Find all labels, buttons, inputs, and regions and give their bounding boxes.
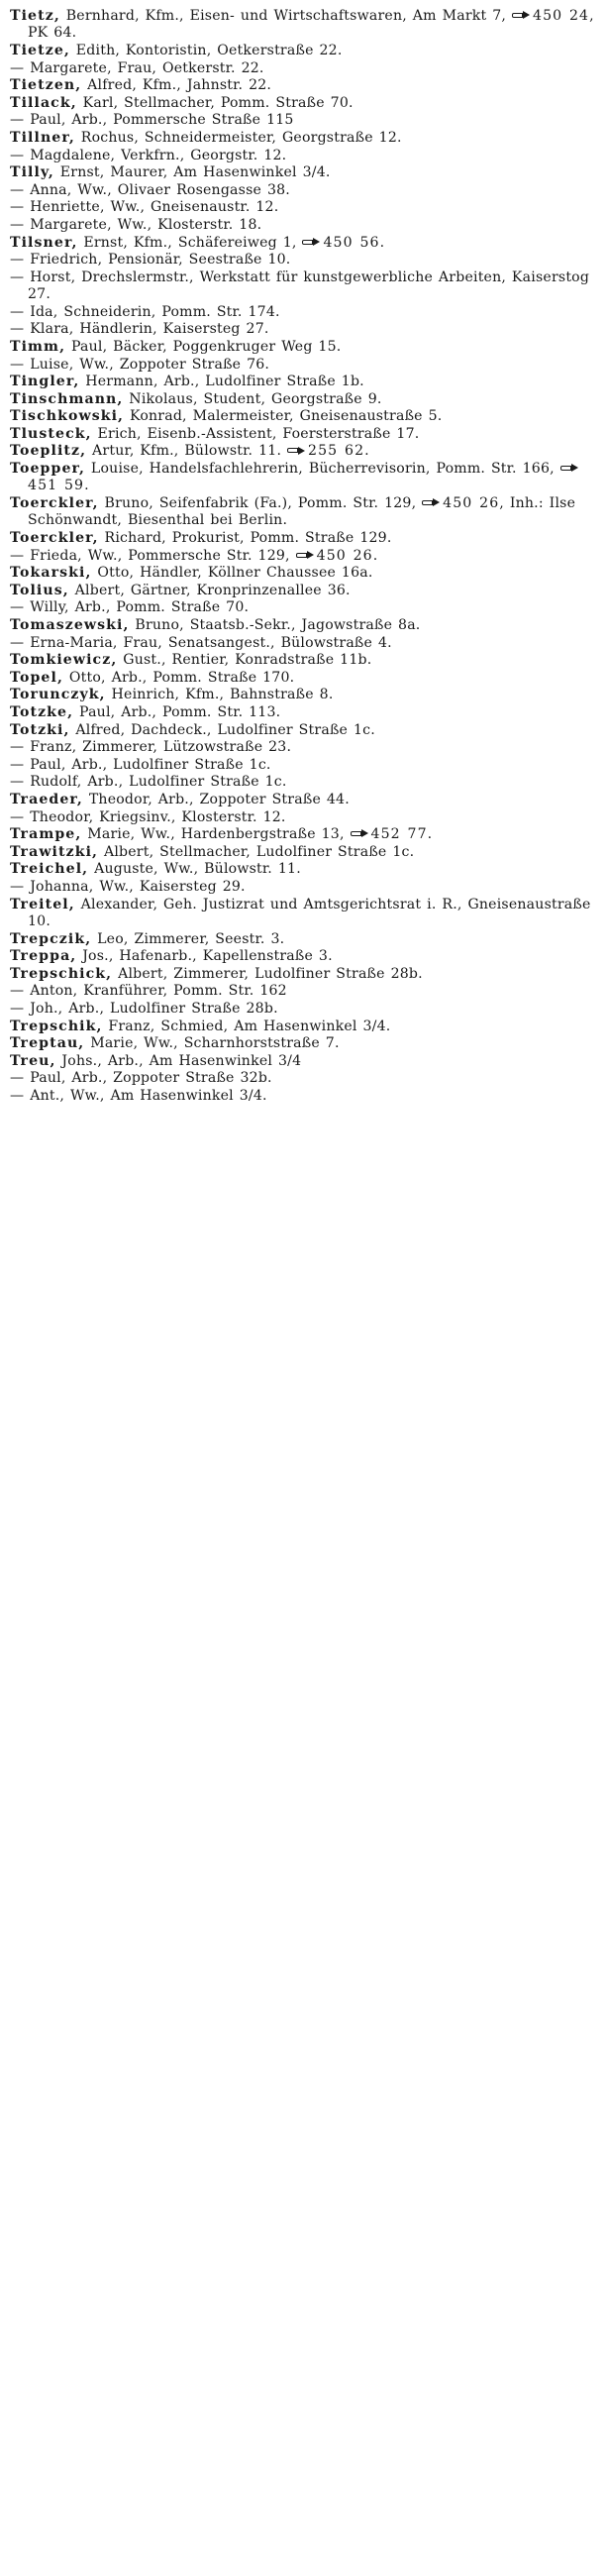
directory-entry: [10, 983, 597, 1000]
directory-entry: [10, 304, 597, 321]
entry-surname: Treichel,: [10, 861, 89, 878]
directory-entry: [10, 809, 597, 826]
entry-details: Artur, Kfm., Bülowstr. 11.: [92, 443, 282, 460]
entry-details: Paul, Arb., Pomm. Str. 113.: [79, 704, 281, 720]
entry-phone-number: 255 62: [308, 443, 365, 460]
entry-surname: Toerckler,: [10, 530, 99, 547]
entry-details: Otto, Händler, Köllner Chaussee 16a.: [97, 565, 373, 582]
entry-details: Leo, Zimmerer, Seestr. 3.: [97, 930, 285, 947]
entry-details: Albert, Gärtner, Kronprinzenallee 36.: [74, 582, 351, 598]
entry-surname: Tomkiewicz,: [10, 652, 118, 669]
directory-entry: [10, 252, 597, 268]
entry-details: Willy, Arb., Pomm. Straße 70.: [30, 599, 250, 616]
entry-details: Paul, Arb., Ludolfiner Straße 1c.: [30, 756, 271, 773]
telephone-icon: [287, 446, 306, 455]
directory-entry: [10, 77, 597, 94]
directory-entry: [10, 530, 597, 547]
entry-ditto-dash: —: [10, 1087, 25, 1104]
entry-phone-number: 450 26: [316, 547, 373, 564]
directory-entry: [10, 95, 597, 112]
entry-details: Jos., Hafenarb., Kapellenstraße 3.: [82, 948, 333, 965]
entry-details: Margarete, Ww., Klosterstr. 18.: [30, 216, 262, 233]
entry-details: Bruno, Staatsb.-Sekr., Jagowstraße 8a.: [135, 617, 421, 634]
entry-surname: Tietz,: [10, 8, 60, 24]
telephone-icon: [296, 551, 315, 560]
directory-entry: [10, 461, 597, 495]
entry-details: Alfred, Kfm., Jahnstr. 22.: [87, 77, 272, 94]
directory-entry: [10, 391, 597, 408]
entry-details-tail: .: [372, 547, 378, 564]
directory-entry: [10, 8, 597, 43]
entry-details: Johs., Arb., Am Hasenwinkel 3/4: [61, 1052, 302, 1069]
directory-entry: [10, 1070, 597, 1087]
entry-details: Frieda, Ww., Pommersche Str. 129,: [30, 547, 290, 564]
entry-ditto-dash: —: [10, 983, 25, 1000]
entry-details: Edith, Kontoristin, Oetkerstraße 22.: [75, 43, 343, 58]
entry-surname: Totzke,: [10, 704, 74, 720]
entry-surname: Trepschik,: [10, 1018, 103, 1034]
entry-surname: Tietze,: [10, 43, 70, 58]
entry-surname: Toerckler,: [10, 495, 99, 512]
directory-entry: [10, 774, 597, 791]
entry-surname: Trepczik,: [10, 930, 92, 947]
entry-ditto-dash: —: [10, 268, 25, 285]
entry-surname: Topel,: [10, 669, 63, 686]
entry-ditto-dash: —: [10, 1000, 25, 1017]
entry-details-tail: .: [364, 443, 369, 460]
telephone-icon: [512, 11, 531, 20]
entry-details: Anna, Ww., Olivaer Rosengasse 38.: [30, 181, 290, 198]
entry-details: Konrad, Malermeister, Gneisenaustraße 5.: [129, 408, 443, 425]
directory-entry: [10, 426, 597, 443]
directory-entry: [10, 217, 597, 234]
entry-details: Franz, Zimmerer, Lützowstraße 23.: [30, 739, 292, 756]
entry-ditto-dash: —: [10, 808, 25, 825]
directory-entry: [10, 164, 597, 181]
directory-entry: [10, 548, 597, 565]
directory-entry: [10, 357, 597, 374]
directory-entry: [10, 897, 597, 931]
entry-details: Bruno, Seifenfabrik (Fa.), Pomm. Str. 129,: [104, 495, 417, 512]
entry-phone-number: 452 77: [370, 826, 428, 843]
directory-entry: [10, 931, 597, 948]
entry-surname: Tietzen,: [10, 77, 82, 94]
entry-surname: Traeder,: [10, 791, 83, 807]
entry-surname: Tlusteck,: [10, 425, 92, 442]
entry-surname: Toepper,: [10, 461, 86, 478]
directory-entry: [10, 635, 597, 652]
entry-details: Erich, Eisenb.-Assistent, Foersterstraße 17.: [97, 425, 420, 442]
entry-surname: Trawitzki,: [10, 843, 99, 860]
entry-ditto-dash: —: [10, 356, 25, 373]
directory-entry: [10, 599, 597, 616]
entry-ditto-dash: —: [10, 252, 25, 268]
entry-details: Gust., Rentier, Konradstraße 11b.: [123, 652, 372, 669]
directory-entry: [10, 565, 597, 582]
entry-details: Louise, Handelsfachlehrerin, Bücherrevisorin, Pomm. Str. 166,: [90, 461, 555, 478]
entry-details: Karl, Stellmacher, Pomm. Straße 70.: [82, 94, 354, 111]
entry-ditto-dash: —: [10, 599, 25, 616]
entry-details: Joh., Arb., Ludolfiner Straße 28b.: [30, 1000, 278, 1017]
entry-details: Paul, Arb., Zoppoter Straße 32b.: [30, 1070, 272, 1087]
directory-entry: [10, 792, 597, 808]
directory-entry: [10, 148, 597, 164]
entry-details: Richard, Prokurist, Pomm. Straße 129.: [104, 530, 392, 547]
directory-entry: [10, 670, 597, 687]
directory-entry: [10, 495, 597, 530]
directory-entry: [10, 321, 597, 338]
entry-ditto-dash: —: [10, 199, 25, 216]
entry-ditto-dash: —: [10, 739, 25, 756]
directory-entry: [10, 1019, 597, 1035]
entry-details: Marie, Ww., Scharnhorststraße 7.: [90, 1035, 340, 1052]
telephone-icon: [422, 498, 441, 507]
directory-entry: [10, 60, 597, 77]
entry-phone-number: 451 59: [28, 478, 85, 494]
entry-details: Friedrich, Pensionär, Seestraße 10.: [30, 252, 291, 268]
directory-entry: [10, 826, 597, 843]
entry-surname: Tilsner,: [10, 234, 78, 251]
directory-entry: [10, 374, 597, 390]
entry-ditto-dash: —: [10, 181, 25, 198]
directory-entry: [10, 339, 597, 356]
entry-phone-number: 450 26: [443, 495, 500, 512]
entry-surname: Tinschmann,: [10, 390, 124, 407]
entry-details: Alfred, Dachdeck., Ludolfiner Straße 1c.: [75, 721, 375, 738]
directory-entry: [10, 112, 597, 129]
directory-entry: [10, 879, 597, 896]
entry-details: Anton, Kranführer, Pomm. Str. 162: [30, 983, 287, 1000]
entry-ditto-dash: —: [10, 216, 25, 233]
entry-details: Erna-Maria, Frau, Senatsangest., Bülowstraße 4.: [30, 634, 392, 651]
directory-entry: [10, 443, 597, 460]
entry-details: Klara, Händlerin, Kaisersteg 27.: [30, 321, 269, 338]
entry-details: Luise, Ww., Zoppoter Straße 76.: [30, 356, 270, 373]
entry-surname: Treptau,: [10, 1035, 85, 1052]
entry-details: Horst, Drechslermstr., Werkstatt für kunstgewerbliche Arbeiten, Kaiserstog 27.: [28, 268, 590, 303]
directory-entry: [10, 966, 597, 983]
entry-surname: Tilly,: [10, 164, 54, 181]
entry-surname: Treitel,: [10, 896, 75, 912]
entry-ditto-dash: —: [10, 878, 25, 895]
entry-details: Heinrich, Kfm., Bahnstraße 8.: [111, 687, 334, 703]
entry-details: Auguste, Ww., Bülowstr. 11.: [94, 861, 301, 878]
entry-surname: Tillack,: [10, 94, 77, 111]
entry-details-tail: , Inh.: Ilse Schönwandt, Biesenthal bei Berlin.: [28, 495, 576, 529]
entry-details: Albert, Stellmacher, Ludolfiner Straße 1c.: [103, 843, 415, 860]
entry-details-tail: , PK 64.: [28, 8, 594, 42]
entry-phone-number: 450 56: [323, 234, 380, 251]
entry-surname: Treppa,: [10, 948, 77, 965]
entry-details: Rochus, Schneidermeister, Georgstraße 12.: [80, 129, 402, 146]
entry-ditto-dash: —: [10, 756, 25, 773]
entry-details: Margarete, Frau, Oetkerstr. 22.: [30, 59, 264, 76]
directory-entry: [10, 757, 597, 774]
entry-ditto-dash: —: [10, 321, 25, 338]
entry-surname: Tingler,: [10, 374, 80, 390]
entry-details: Albert, Zimmerer, Ludolfiner Straße 28b.: [118, 965, 423, 982]
entry-details: Nikolaus, Student, Georgstraße 9.: [129, 390, 382, 407]
directory-entry: [10, 704, 597, 721]
entry-details: Alexander, Geh. Justizrat und Amtsgerichtsrat i. R., Gneisenaustraße 10.: [28, 896, 591, 929]
entry-ditto-dash: —: [10, 147, 25, 163]
directory-entry: [10, 844, 597, 861]
entry-details: Hermann, Arb., Ludolfiner Straße 1b.: [85, 374, 364, 390]
entry-ditto-dash: —: [10, 59, 25, 76]
entry-phone-number: 450 24: [533, 8, 590, 24]
entry-details: Ant., Ww., Am Hasenwinkel 3/4.: [30, 1087, 267, 1104]
entry-surname: Treu,: [10, 1052, 56, 1069]
directory-entry: [10, 1001, 597, 1018]
directory-entry: [10, 199, 597, 216]
entry-surname: Tillner,: [10, 129, 75, 146]
directory-entry: [10, 583, 597, 599]
entry-details: Ernst, Maurer, Am Hasenwinkel 3/4.: [59, 164, 331, 181]
entry-details: Henriette, Ww., Gneisenaustr. 12.: [30, 199, 279, 216]
directory-entry: [10, 948, 597, 965]
directory-entry: [10, 1088, 597, 1105]
entry-details: Marie, Ww., Hardenbergstraße 13,: [87, 826, 345, 843]
directory-entry: [10, 1053, 597, 1070]
entry-ditto-dash: —: [10, 774, 25, 791]
telephone-icon: [560, 464, 579, 473]
directory-entry: [10, 269, 597, 304]
entry-ditto-dash: —: [10, 634, 25, 651]
entry-surname: Totzki,: [10, 721, 70, 738]
entry-surname: Torunczyk,: [10, 687, 106, 703]
entry-details: Bernhard, Kfm., Eisen- und Wirtschaftswaren, Am Markt 7,: [65, 8, 507, 24]
entry-details: Rudolf, Arb., Ludolfiner Straße 1c.: [30, 774, 287, 791]
entry-details: Otto, Arb., Pomm. Straße 170.: [68, 669, 295, 686]
entry-surname: Tolius,: [10, 582, 69, 598]
directory-entry: [10, 130, 597, 147]
entry-surname: Tomaszewski,: [10, 617, 130, 634]
entry-surname: Tokarski,: [10, 565, 92, 582]
entry-ditto-dash: —: [10, 1070, 25, 1087]
directory-entry: [10, 182, 597, 199]
entry-surname: Tischkowski,: [10, 408, 125, 425]
entry-details: Theodor, Arb., Zoppoter Straße 44.: [88, 791, 350, 807]
directory-entry: [10, 687, 597, 703]
entry-details: Paul, Arb., Pommersche Straße 115: [30, 112, 294, 129]
entry-details-tail: .: [427, 826, 433, 843]
directory-entry: [10, 739, 597, 756]
entry-surname: Trampe,: [10, 826, 82, 843]
entry-ditto-dash: —: [10, 547, 25, 564]
telephone-icon: [351, 829, 369, 838]
entry-surname: Timm,: [10, 338, 66, 355]
entry-details: Ida, Schneiderin, Pomm. Str. 174.: [30, 303, 280, 320]
entry-details: Theodor, Kriegsinv., Klosterstr. 12.: [30, 808, 286, 825]
entry-details: Franz, Schmied, Am Hasenwinkel 3/4.: [108, 1018, 391, 1034]
entry-details-tail: .: [84, 478, 89, 494]
entry-details: Paul, Bäcker, Poggenkruger Weg 15.: [70, 338, 342, 355]
entry-details: Johanna, Ww., Kaisersteg 29.: [30, 878, 246, 895]
entry-ditto-dash: —: [10, 112, 25, 129]
telephone-icon: [302, 238, 321, 247]
directory-entry-list: [10, 8, 597, 1105]
directory-entry: [10, 408, 597, 425]
directory-entry: [10, 1035, 597, 1052]
directory-entry: [10, 652, 597, 669]
directory-entry: [10, 861, 597, 878]
entry-details-tail: .: [379, 234, 385, 251]
entry-details: Magdalene, Verkfrn., Georgstr. 12.: [30, 147, 287, 163]
directory-entry: [10, 235, 597, 252]
directory-entry: [10, 722, 597, 739]
directory-entry: [10, 43, 597, 59]
entry-surname: Trepschick,: [10, 965, 113, 982]
entry-details: Ernst, Kfm., Schäfereiweg 1,: [83, 234, 297, 251]
entry-surname: Toeplitz,: [10, 443, 87, 460]
entry-ditto-dash: —: [10, 303, 25, 320]
directory-entry: [10, 617, 597, 634]
